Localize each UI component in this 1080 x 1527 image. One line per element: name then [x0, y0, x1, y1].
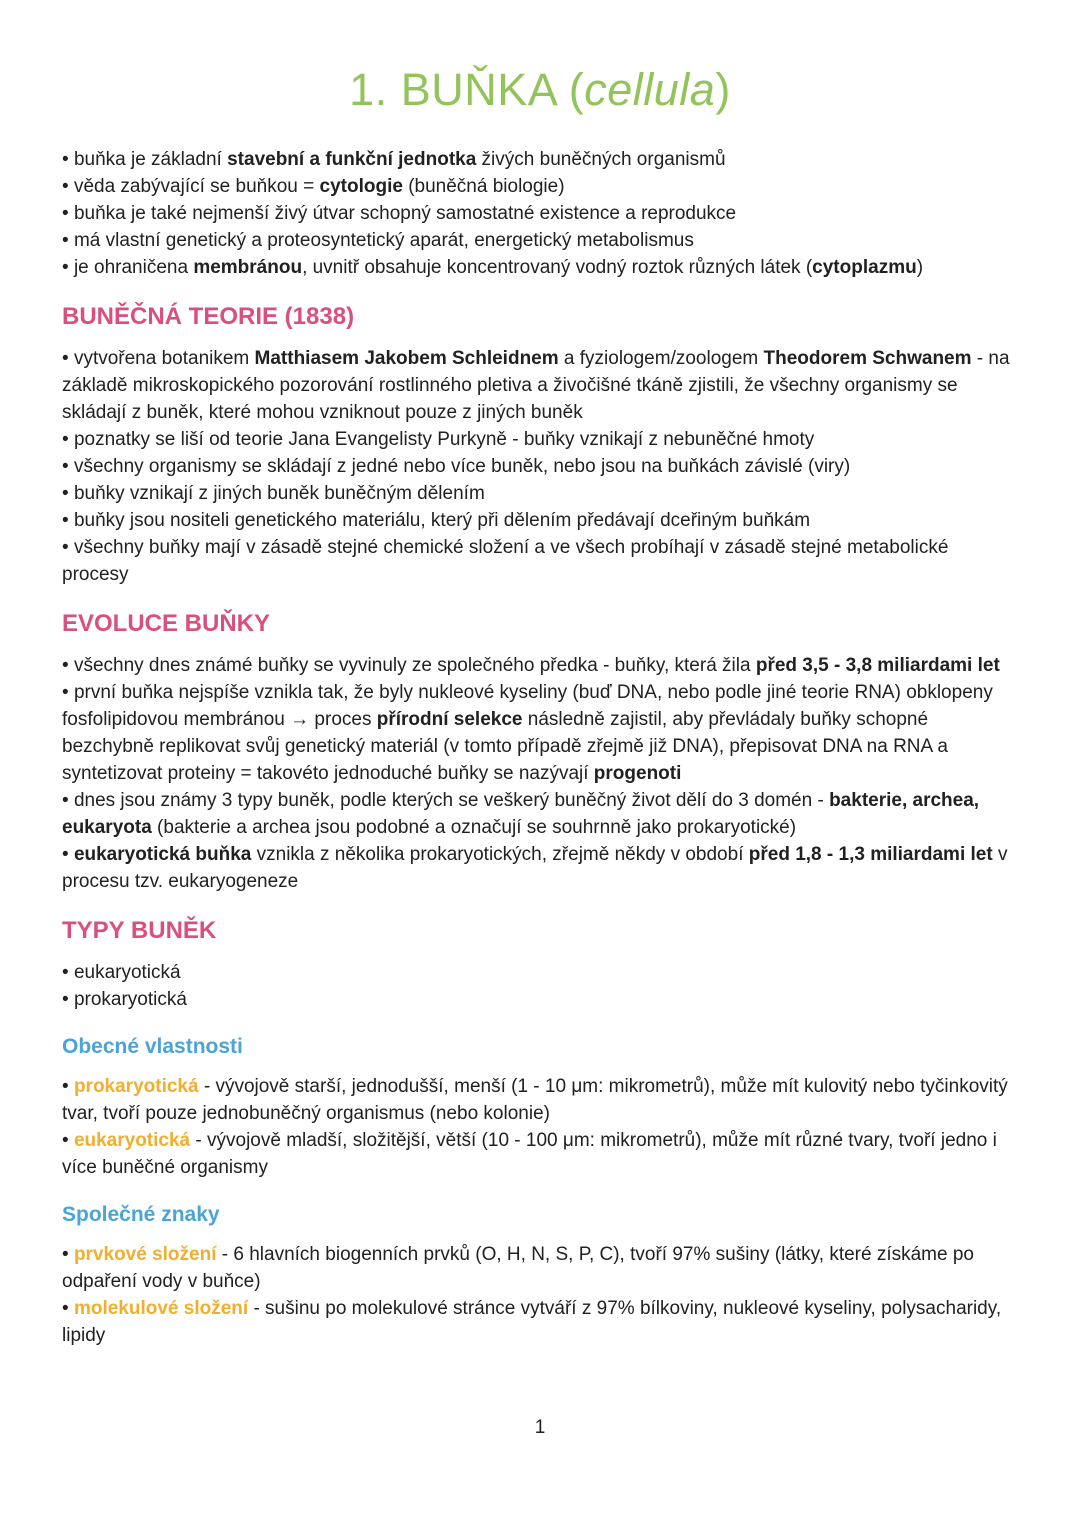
text-segment: bakterie, archea, eukaryota — [62, 790, 980, 838]
bullet-marker: • — [62, 682, 74, 703]
text-segment: , uvnitř obsahuje koncentrovaný vodný roztok různých látek ( — [302, 257, 813, 278]
document-body — [62, 146, 1018, 1349]
section-heading: EVOLUCE BUŇKY — [62, 610, 271, 637]
bullet-marker: • — [62, 203, 74, 224]
text-segment: buňka je také nejmenší živý útvar schopný samostatné existence a reprodukce — [73, 203, 737, 224]
text-segment: (buněčná biologie) — [402, 176, 565, 197]
bullet-item — [62, 1127, 1018, 1181]
bullet-item — [62, 959, 1018, 986]
text-segment: membránou — [193, 257, 303, 278]
bullet-marker: • — [62, 149, 74, 170]
subsection-heading: Společné znaky — [62, 1203, 220, 1226]
bullet-item — [62, 534, 1018, 588]
bullet-item — [62, 1241, 1018, 1295]
text-segment: všechny buňky mají v zásadě stejné chemické složení a ve všech probíhají v zásadě stejné metabolické procesy — [62, 537, 949, 585]
text-segment: vytvořena botanikem — [73, 348, 255, 369]
text-segment: molekulové složení — [73, 1298, 249, 1319]
text-segment: je ohraničena — [73, 257, 194, 278]
bullet-item — [62, 679, 1018, 787]
text-segment: živých buněčných organismů — [476, 149, 726, 170]
bullet-marker: • — [62, 176, 74, 197]
bullet-item — [62, 652, 1018, 679]
text-segment: následně zajistil, aby převládaly buňky schopné bezchybně replikovat svůj genetický materiál (v tomto případě zřejmě již DNA), přepisovat DNA na RNA a syntetizovat proteiny = takovéto jednoduché buňky se nazývají — [62, 709, 948, 784]
bullet-marker: • — [62, 510, 74, 531]
text-segment: první buňka nejspíše vznikla tak, že byly nukleové kyseliny (buď DNA, nebo podle jiné teorie RNA) obklopeny fosfolipidovou membránou — [62, 682, 993, 730]
bullet-marker: • — [62, 844, 74, 865]
bullet-marker: • — [62, 1130, 74, 1151]
text-segment: eukaryotická — [73, 962, 181, 983]
bullet-marker: • — [62, 1244, 74, 1265]
text-segment: prokaryotická — [73, 989, 187, 1010]
bullet-marker: • — [62, 230, 74, 251]
text-segment: - 6 hlavních biogenních prvků (O, H, N, S, P, C), tvoří 97% sušiny (látky, které získáme po odpaření vody v buňce) — [62, 1244, 974, 1292]
text-segment: prvkové složení — [73, 1244, 217, 1265]
bullet-item — [62, 146, 1018, 173]
text-segment: všechny dnes známé buňky se vyvinuly ze společného předka - buňky, která žila — [73, 655, 756, 676]
bullet-item — [62, 200, 1018, 227]
section-heading: BUNĚČNÁ TEORIE (1838) — [62, 303, 355, 330]
bullet-item — [62, 841, 1018, 895]
bullet-item — [62, 1073, 1018, 1127]
bullet-marker: • — [62, 962, 74, 983]
text-segment: buňky jsou nositeli genetického materiálu, který při dělením předávají dceřiným buňkám — [73, 510, 811, 531]
page-title-suffix: ) — [715, 64, 731, 115]
bullet-marker: • — [62, 483, 74, 504]
text-segment: - sušinu po molekulové stránce vytváří z 97% bílkoviny, nukleové kyseliny, polysacharidy, lipidy — [62, 1298, 1002, 1346]
text-segment: před 3,5 - 3,8 miliardami let — [755, 655, 1000, 676]
bullet-item — [62, 345, 1018, 426]
bullet-item — [62, 453, 1018, 480]
bullet-marker: • — [62, 655, 74, 676]
text-segment: - na základě mikroskopického pozorování rostlinného pletiva a živočišné tkáně zjistili, že všechny organismy se skládají z buněk, které mohou vzniknout pouze z jiných buněk — [62, 348, 1010, 423]
bullet-item — [62, 426, 1018, 453]
text-segment: v procesu tzv. eukaryogeneze — [62, 844, 1008, 892]
text-segment: eukaryotická buňka — [73, 844, 252, 865]
bullet-marker: • — [62, 257, 74, 278]
bullet-marker: • — [62, 1076, 74, 1097]
bullet-marker: • — [62, 456, 74, 477]
bullet-marker: • — [62, 989, 74, 1010]
bullet-item — [62, 986, 1018, 1013]
text-segment: buňka je základní — [73, 149, 228, 170]
text-segment: stavební a funkční jednotka — [227, 149, 477, 170]
bullet-marker: • — [62, 790, 74, 811]
bullet-item — [62, 480, 1018, 507]
page-number: 1 — [534, 1417, 546, 1438]
bullet-marker: • — [62, 1298, 74, 1319]
text-segment: dnes jsou známy 3 typy buněk, podle kterých se veškerý buněčný život dělí do 3 domén - — [73, 790, 830, 811]
text-segment: Theodorem Schwanem — [763, 348, 972, 369]
text-segment: a fyziologem/zoologem — [558, 348, 764, 369]
text-segment: - vývojově starší, jednodušší, menší (1 - 10 μm: mikrometrů), může mít kulovitý nebo tyčinkovitý tvar, tvoří pouze jednobuněčný organismus (nebo kolonie) — [62, 1076, 1008, 1124]
text-segment: prokaryotická — [73, 1076, 199, 1097]
text-segment: proces — [309, 709, 377, 730]
text-segment: všechny organismy se skládají z jedné nebo více buněk, nebo jsou na buňkách závislé (viry) — [73, 456, 851, 477]
text-segment: eukaryotická — [73, 1130, 191, 1151]
bullet-item — [62, 227, 1018, 254]
text-segment: poznatky se liší od teorie Jana Evangelisty Purkyně - buňky vznikají z nebuněčné hmoty — [73, 429, 815, 450]
bullet-marker: • — [62, 348, 74, 369]
page-title-latin-name: cellula — [584, 64, 716, 115]
text-segment: má vlastní genetický a proteosyntetický aparát, energetický metabolismus — [73, 230, 694, 251]
text-segment: cytoplazmu — [812, 257, 917, 278]
text-segment: před 1,8 - 1,3 miliardami let — [748, 844, 993, 865]
text-segment: progenoti — [593, 763, 682, 784]
text-segment: Matthiasem Jakobem Schleidnem — [254, 348, 559, 369]
bullet-item — [62, 1295, 1018, 1349]
bullet-item — [62, 173, 1018, 200]
text-segment: věda zabývající se buňkou = — [73, 176, 320, 197]
section-heading: TYPY BUNĚK — [62, 917, 217, 944]
bullet-marker: • — [62, 429, 74, 450]
text-segment: cytologie — [319, 176, 403, 197]
bullet-marker: • — [62, 537, 74, 558]
text-segment: buňky vznikají z jiných buněk buněčným dělením — [73, 483, 485, 504]
text-segment: → — [290, 709, 310, 730]
page-title — [62, 64, 1018, 116]
text-segment: vznikla z několika prokaryotických, zřejmě někdy v období — [251, 844, 749, 865]
bullet-item — [62, 787, 1018, 841]
page-footer — [0, 1417, 1080, 1439]
bullet-item — [62, 507, 1018, 534]
text-segment: přírodní selekce — [376, 709, 523, 730]
text-segment: (bakterie a archea jsou podobné a označují se souhrnně jako prokaryotické) — [151, 817, 797, 838]
page-title-prefix: 1. BUŇKA ( — [349, 64, 585, 115]
bullet-item — [62, 254, 1018, 281]
subsection-heading: Obecné vlastnosti — [62, 1035, 243, 1058]
text-segment: ) — [916, 257, 924, 278]
text-segment: - vývojově mladší, složitější, větší (10 - 100 μm: mikrometrů), může mít různé tvary, tvoří jedno i více buněčné organismy — [62, 1130, 997, 1178]
